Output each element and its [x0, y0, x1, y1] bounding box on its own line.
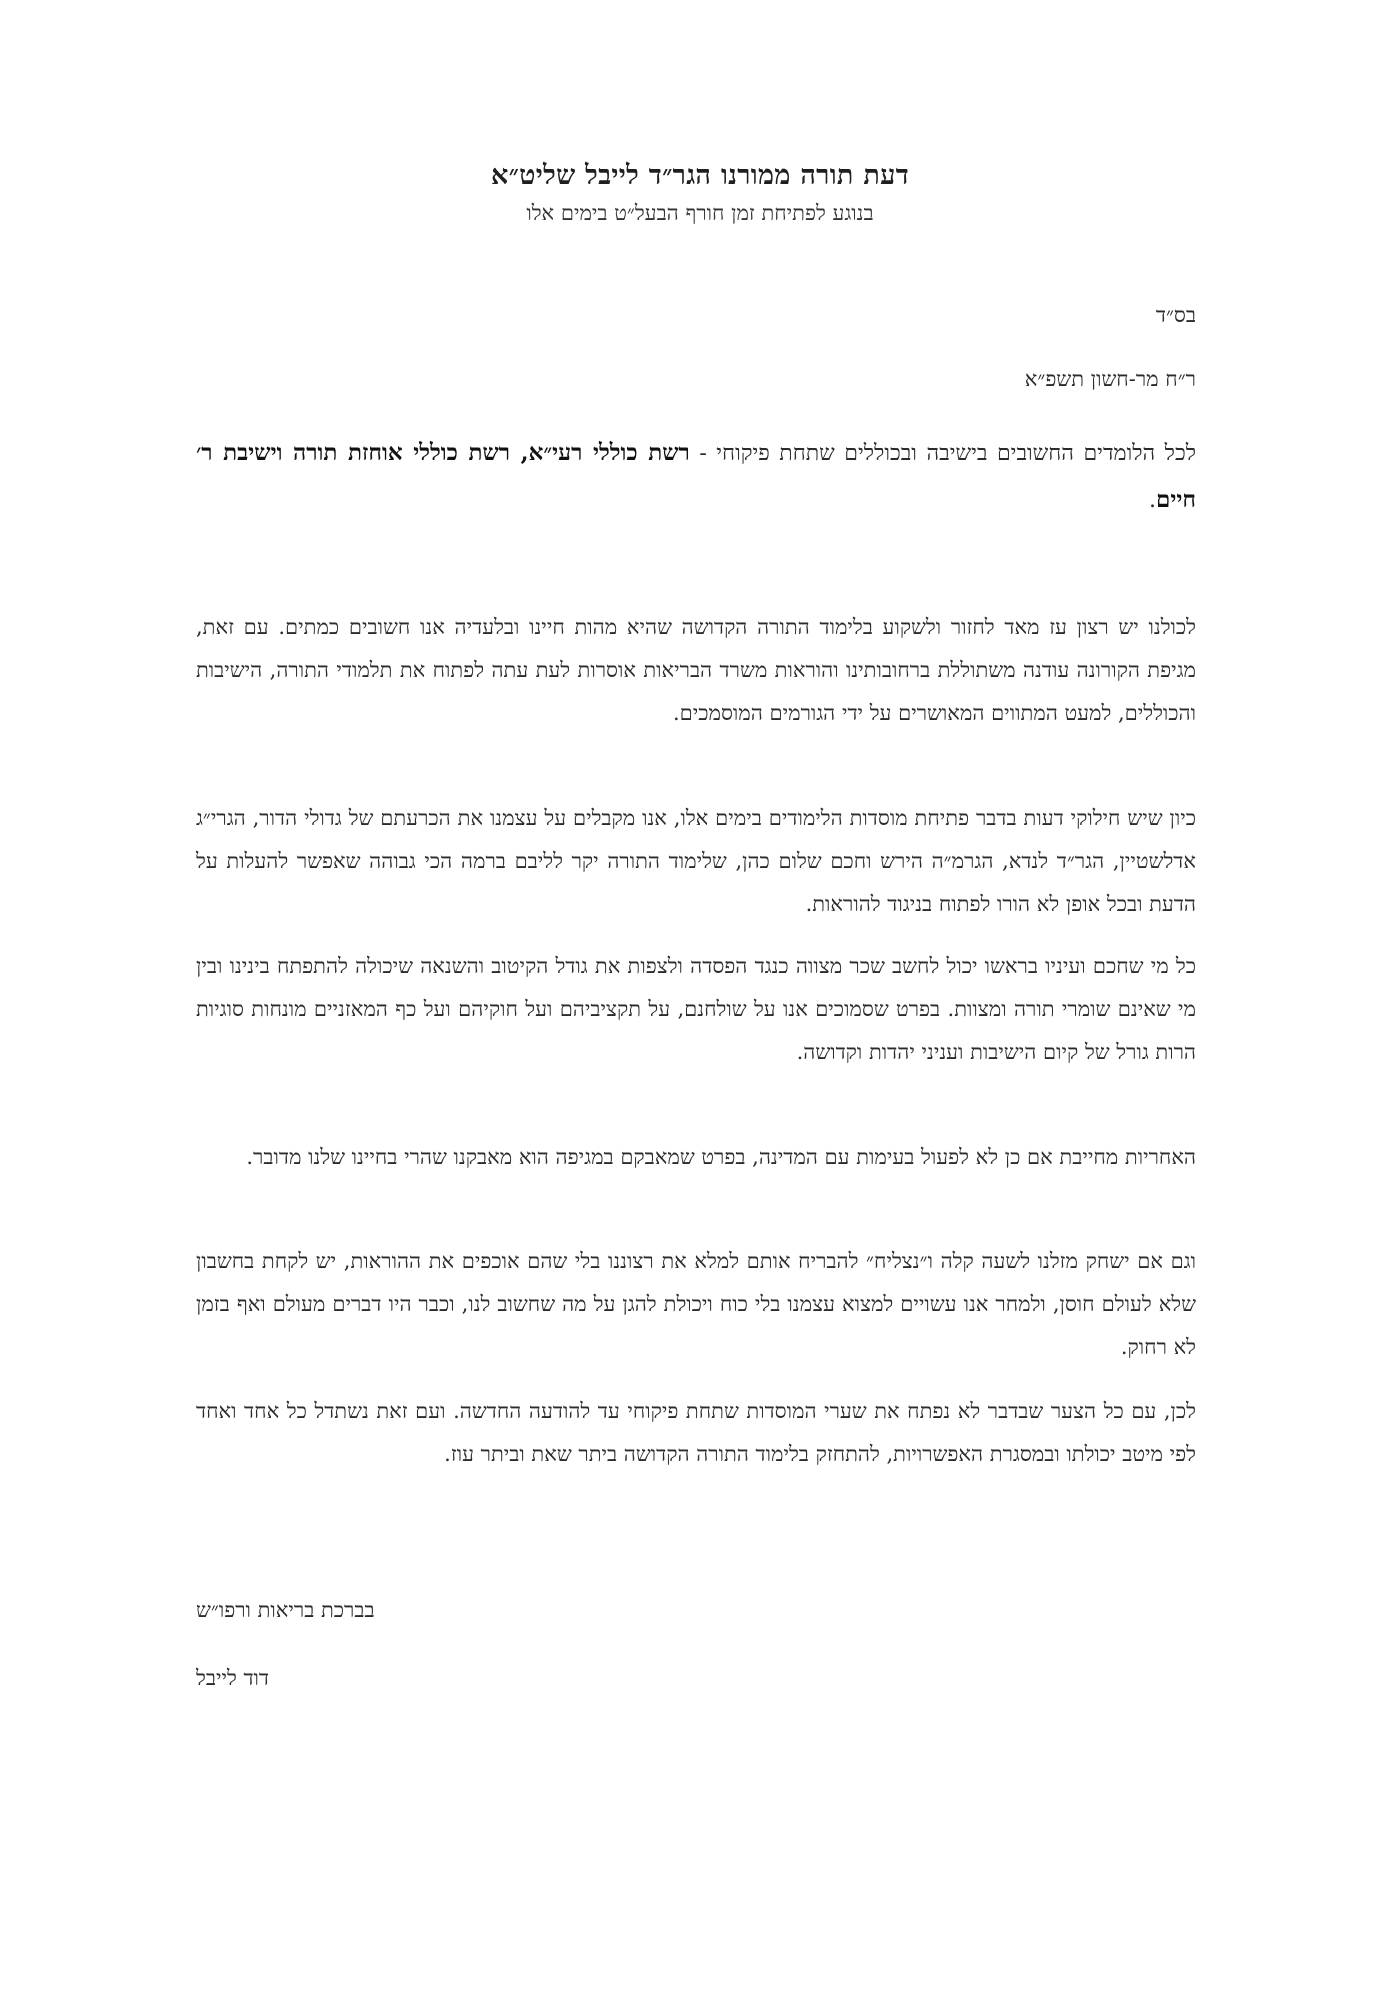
- document-title: דעת תורה ממורנו הגר״ד לייבל שליט״א: [490, 160, 910, 191]
- addressee-suffix: .: [1148, 488, 1156, 513]
- paragraph-3: כל מי שחכם ועיניו בראשו יכול לחשב שכר מצווה כנגד הפסדה ולצפות את גודל הקיטוב והשנאה שיכולה להתפתח בינינו ובין מי שאינם שומרי תורה ומצוות. בפרט שסמוכים אנו על שולחנם, על תקציביהם ועל חוקיהם ועל כף המאזניים מונחות סוגיות הרות גורל של קיום הישיבות ועניני יהדות וקדושה.: [196, 954, 1196, 1064]
- paragraph-4: האחריות מחייבת אם כן לא לפעול בעימות עם המדינה, בפרט שמאבקם במגיפה הוא מאבקנו שהרי בחיינו שלנו מדובר.: [246, 1145, 1196, 1169]
- signature-name: דוד לייבל: [196, 1666, 270, 1690]
- paragraph-2: כיון שיש חילוקי דעות בדבר פתיחת מוסדות הלימודים בימים אלו, אנו מקבלים על עצמנו את הכרעתם של גדולי הדור, הגרי״ג אדלשטיין, הגר״ד לנדא, הגרמ״ה הירש וחכם שלום כהן, שלימוד התורה יקר לליבם ברמה הכי גבוהה שאפשר להעלות על הדעת ובכל אופן לא הורו לפתוח בניגוד להוראות.: [196, 806, 1196, 916]
- paragraph-1: לכולנו יש רצון עז מאד לחזור ולשקוע בלימוד התורה הקדושה שהיא מהות חיינו ובלעדיה אנו חשובים כמתים. עם זאת, מגיפת הקורונה עודנה משתוללת ברחובותינו והוראות משרד הבריאות אוסרות לעת עתה לפתוח את תלמודי התורה, הישיבות והכוללים, למעט המתווים המאושרים על ידי הגורמים המוסמכים.: [196, 615, 1196, 725]
- closing-blessing: בברכת בריאות ורפו״ש: [196, 1598, 375, 1622]
- paragraph-6: לכן, עם כל הצער שבדבר לא נפתח את שערי המוסדות שתחת פיקוחי עד להודעה החדשה. ועם זאת נשתדל כל אחד ואחד לפי מיטב יכולתו ובמסגרת האפשרויות, להתחזק בלימוד התורה הקדושה ביתר שאת וביתר עוז.: [196, 1399, 1196, 1466]
- addressee-bold: רשת כוללי רעי״א, רשת כוללי אוחזת תורה וישיבת ר׳ חיים: [196, 439, 1196, 513]
- addressee-line: [196, 430, 1196, 524]
- paragraph-5: וגם אם ישחק מזלנו לשעה קלה ו״נצליח״ להבריח אותם למלא את רצוננו בלי שהם אוכפים את ההוראות, יש לקחת בחשבון שלא לעולם חוסן, ולמחר אנו עשויים למצוא עצמנו בלי כוח ויכולת להגן על מה שחשוב לנו, וכבר היו דברים מעולם ואף בזמן לא רחוק.: [196, 1249, 1196, 1359]
- addressee-prefix: לכל הלומדים החשובים בישיבה ובכוללים שתחת פיקוחי -: [689, 441, 1197, 466]
- document-header: [0, 160, 1400, 226]
- document-subtitle: בנוגע לפתיחת זמן חורף הבעל״ט בימים אלו: [526, 201, 874, 225]
- bsd-heading: בס״ד: [1155, 303, 1196, 327]
- document-date: ר״ח מר-חשון תשפ״א: [1024, 367, 1196, 391]
